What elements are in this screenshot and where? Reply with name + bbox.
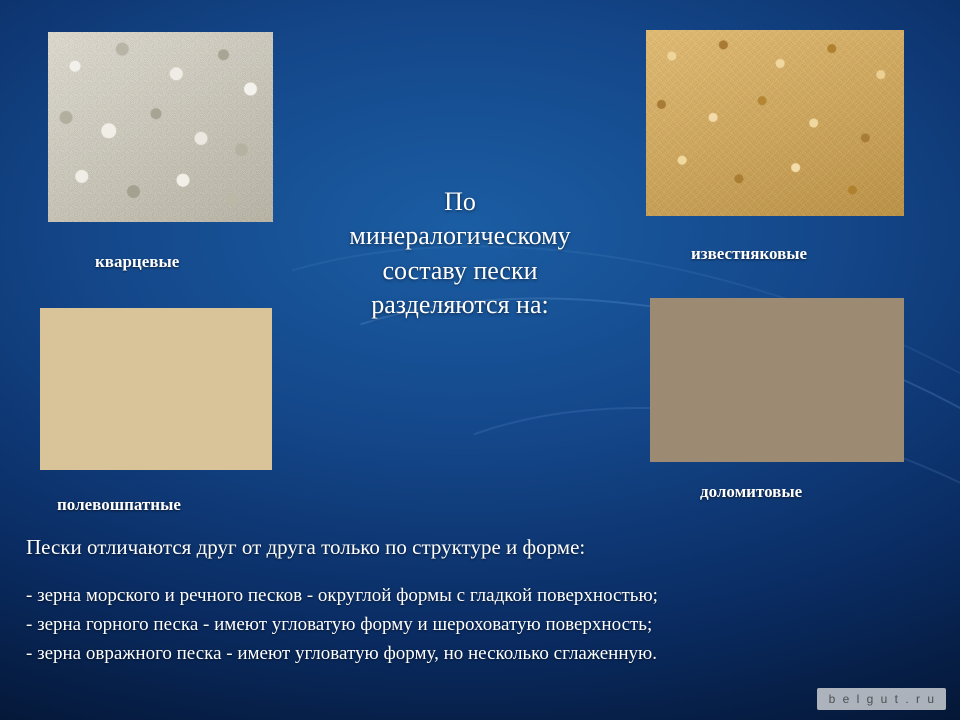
title-line-2: минералогическому — [349, 221, 571, 251]
quartz-sand-photo — [48, 32, 273, 222]
feldspar-sand-photo — [40, 308, 272, 470]
watermark: b e l g u t . r u — [817, 688, 946, 710]
caption-quartz: кварцевые — [95, 252, 180, 271]
bullet-item-1: - зерна морского и речного песков - округлой формы с гладкой поверхностью; — [26, 585, 658, 606]
title-line-3: составу пески — [382, 255, 538, 285]
slide-title — [300, 185, 620, 322]
dolomite-sand-texture — [650, 298, 904, 462]
bullet-item-3: - зерна овражного песка - имеют угловатую форму, но несколько сглаженную. — [26, 642, 657, 664]
caption-dolomite: доломитовые — [700, 482, 803, 501]
quartz-sand-texture — [48, 32, 273, 222]
title-line-1: По — [444, 187, 476, 216]
dolomite-sand-photo — [650, 298, 904, 462]
caption-feldspar: полевошпатные — [57, 495, 181, 514]
limestone-sand-photo — [646, 30, 904, 216]
caption-limestone: известняковые — [691, 244, 808, 263]
feldspar-sand-texture — [40, 308, 272, 470]
bottom-lead-text: Пески отличаются друг от друга только по структуре и форме: — [26, 535, 586, 559]
bottom-text-block — [26, 535, 926, 669]
bullet-item-2: - зерна горного песка - имеют угловатую форму и шероховатую поверхность; — [26, 613, 653, 635]
limestone-sand-texture — [646, 30, 904, 216]
title-line-4: разделяются на: — [371, 289, 549, 319]
